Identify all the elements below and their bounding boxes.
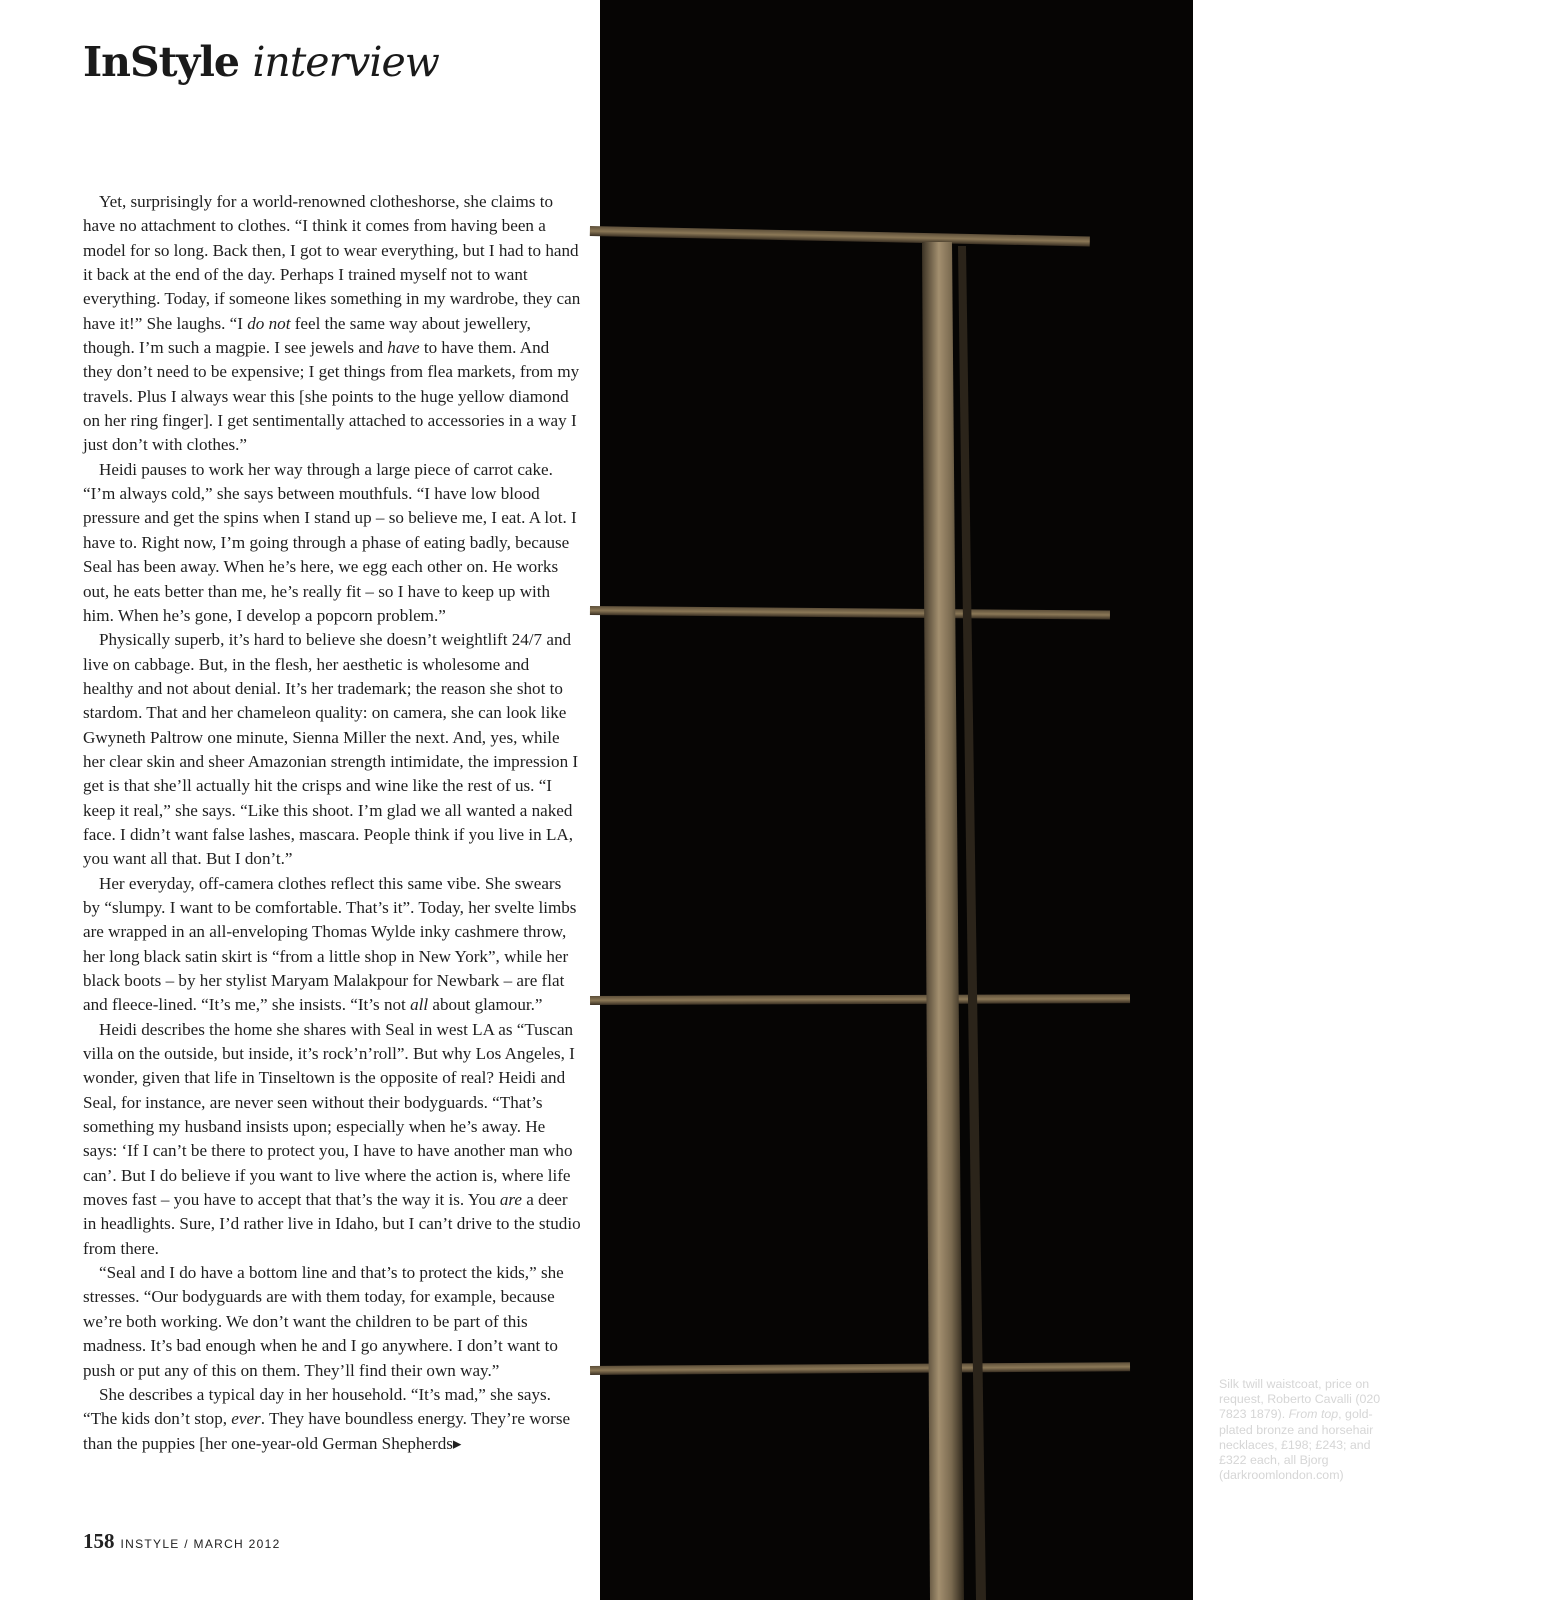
header-brand: InStyle (83, 38, 240, 86)
pull-quote: “Seal works out and he eats better than me. When he’s gone, I develop a popcorn problem” (1220, 263, 1541, 536)
header-section: interview (252, 38, 439, 86)
section-header (83, 38, 439, 86)
page-footer (83, 1529, 281, 1554)
article-body (83, 190, 581, 1456)
page-number: 158 (83, 1529, 115, 1553)
horizontal-bar (590, 994, 1130, 1005)
paragraph: She describes a typical day in her household. “It’s mad,” she says. “The kids don’t stop, ever. They have boundless energy. They’re worse than the puppies [her one-year-old German Shepherds▸ (83, 1384, 571, 1453)
paragraph: Physically superb, it’s hard to believe she doesn’t weightlift 24/7 and live on cabbage. But, in the flesh, her aesthetic is wholesome and healthy and not about denial. It’s her trademark; the reason she shot to stardom. That and her chameleon quality: on camera, she can look like Gwyneth Paltrow one minute, Sienna Miller the next. And, yes, while her clear skin and sheer Amazonian strength intimidate, the impression I get is that she’ll actually hit the crisps and wine like the rest of us. “I keep it real,” she says. “Like this shoot. I’m glad we all wanted a naked face. I didn’t want false lashes, mascara. People think if you live in LA, you want all that. But I don’t.” (83, 630, 579, 869)
continue-arrow-icon: ▸ (452, 1433, 462, 1453)
left-page (0, 0, 600, 1600)
paragraph: Heidi pauses to work her way through a large piece of carrot cake. “I’m always cold,” she says between mouthfuls. “I have low blood pressure and get the spins when I stand up – so believe me, I eat. A lot. I have to. Right now, I’m going through a phase of eating badly, because Seal has been away. When he’s here, we egg each other on. He works out, he eats better than me, he’s really fit – so I have to keep up with him. When he’s gone, I develop a popcorn problem.” (83, 459, 577, 625)
photo (600, 0, 1193, 1600)
photo-page (600, 0, 1541, 1600)
caption-credit: Silk twill waistcoat, price on request, Roberto Cavalli (020 7823 1879). From top, gold-plated bronze and horsehair necklaces, £198; £243; and £322 each, all Bjorg (darkroomlondon.com) (1219, 1377, 1381, 1483)
paragraph: Yet, surprisingly for a world-renowned clotheshorse, she claims to have no attachment to clothes. “I think it comes from having been a model for so long. Back then, I got to wear everything, but I had to hand it back at the end of the day. Perhaps I trained myself not to want everything. Today, if someone likes something in my wardrobe, they can have it!” She laughs. “I do not feel the same way about jewellery, though. I’m such a magpie. I see jewels and have to have them. And they don’t need to be expensive; I get things from flea markets, from my travels. Plus I always wear this [she points to the huge yellow diamond on her ring finger]. I get sentimentally attached to accessories in a way I just don’t with clothes.” (83, 192, 581, 455)
paragraph: “Seal and I do have a bottom line and that’s to protect the kids,” she stresses. “Our bodyguards are with them today, for example, because we’re both working. We don’t want the children to be part of this madness. It’s bad enough when he and I go anywhere. I don’t want to push or put any of this on them. They’ll find their own way.” (83, 1263, 564, 1380)
paragraph: Her everyday, off-camera clothes reflect this same vibe. She swears by “slumpy. I want to be comfortable. That’s it”. Today, her svelte limbs are wrapped in an all-enveloping Thomas Wylde inky cashmere throw, her long black satin skirt is “from a little shop in New York”, while her black boots – by her stylist Maryam Malakpour for Newbark – are flat and fleece-lined. “It’s me,” she insists. “It’s not all about glamour.” (83, 873, 577, 1015)
magazine-issue: INSTYLE / MARCH 2012 (120, 1537, 281, 1551)
paragraph: Heidi describes the home she shares with Seal in west LA as “Tuscan villa on the outside, but inside, it’s rock’n’roll”. But why Los Angeles, I wonder, given that life in Tinseltown is the opposite of real? Heidi and Seal, for instance, are never seen without their bodyguards. “That’s something my husband insists upon; especially when he’s away. He says: ‘If I can’t be there to protect you, I have to have another man who can’. But I do believe if you want to live where the action is, where life moves fast – you have to accept that that’s the way it is. You are a deer in headlights. Sure, I’d rather live in Idaho, but I can’t drive to the studio from there. (83, 1019, 581, 1258)
photo-caption (1219, 1377, 1389, 1483)
